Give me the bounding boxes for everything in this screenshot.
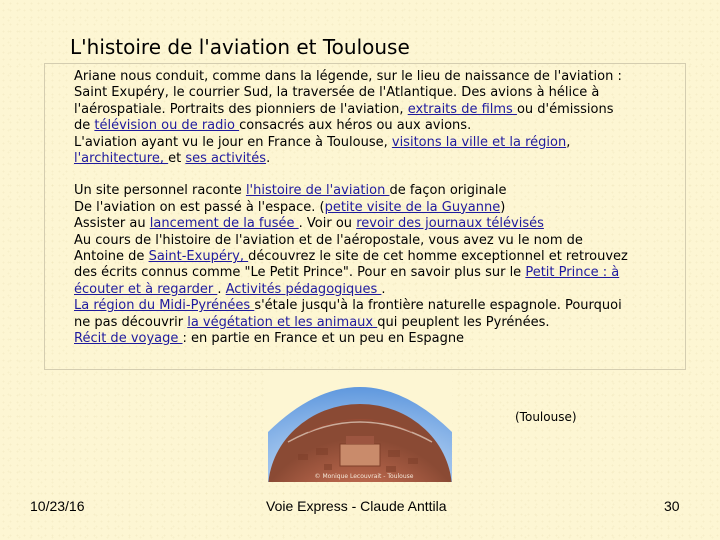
- text: De l'aviation on est passé à l'espace. (: [74, 199, 325, 215]
- line: [74, 233, 674, 249]
- link-activites-pedagogiques[interactable]: Activités pédagogiques: [225, 281, 382, 297]
- text: Assister au: [74, 216, 146, 232]
- link-histoire-aviation[interactable]: l'histoire de l'aviation: [245, 183, 390, 199]
- link-petit-prince[interactable]: Petit Prince : à: [525, 265, 620, 281]
- link-architecture[interactable]: l'architecture,: [74, 151, 169, 167]
- text: et: [168, 151, 182, 167]
- link-lancement-fusee[interactable]: lancement de la fusée: [149, 216, 299, 232]
- text: Un site personnel raconte: [74, 183, 242, 199]
- text: .: [217, 281, 222, 297]
- photo-caption: (Toulouse): [515, 410, 577, 424]
- text: qui peuplent les Pyrénées.: [377, 314, 550, 330]
- link-vegetation-animaux[interactable]: la végétation et les animaux: [187, 314, 378, 330]
- text: Antoine de: [74, 249, 145, 265]
- link-journaux-televises[interactable]: revoir des journaux télévisés: [356, 216, 544, 232]
- link-visitons-ville-region[interactable]: visitons la ville et la région: [391, 134, 567, 150]
- text: des écrits connus comme "Le Petit Prince". Pour en savoir plus sur le: [74, 265, 522, 281]
- link-midi-pyrenees[interactable]: La région du Midi-Pyrénées: [74, 298, 255, 314]
- main-content: [74, 69, 674, 348]
- page-title: L'histoire de l'aviation et Toulouse: [70, 35, 410, 59]
- text: . Voir ou: [298, 216, 353, 232]
- line: [74, 183, 674, 199]
- capitole-square: [340, 444, 380, 466]
- line: [74, 331, 674, 347]
- line: [74, 282, 674, 298]
- paragraph-gap: [74, 167, 674, 183]
- line: [74, 249, 674, 265]
- text: Saint Exupéry, le courrier Sud, la traversée de l'Atlantique. Des avions à hélice à: [74, 85, 600, 101]
- text: de façon originale: [389, 183, 507, 199]
- text: ): [500, 199, 506, 215]
- text: l'aérospatiale. Portraits des pionniers de l'aviation,: [74, 101, 404, 117]
- line: [74, 151, 674, 167]
- text: Ariane nous conduit, comme dans la légende, sur le lieu de naissance de l'aviation :: [74, 69, 622, 84]
- line: [74, 102, 674, 118]
- line: [74, 118, 674, 134]
- text: découvrez le site de cet homme exceptionnel et retrouvez: [248, 249, 628, 265]
- line: [74, 200, 674, 216]
- text: .: [266, 151, 271, 167]
- footer-title: Voie Express - Claude Anttila: [266, 498, 447, 514]
- text: ou d'émissions: [516, 101, 614, 117]
- text: : en partie en France et un peu en Espagne: [182, 331, 465, 347]
- line: [74, 135, 674, 151]
- link-visite-guyanne[interactable]: petite visite de la Guyanne: [324, 199, 501, 215]
- text: de: [74, 118, 95, 134]
- text: s'étale jusqu'à la frontière naturelle espagnole. Pourquoi: [254, 298, 622, 314]
- text: .: [381, 281, 386, 297]
- text: ,: [566, 134, 571, 150]
- line: [74, 298, 674, 314]
- link-recit-voyage[interactable]: Récit de voyage: [74, 331, 183, 347]
- text: consacrés aux héros ou aux avions.: [239, 118, 472, 134]
- text: Au cours de l'histoire de l'aviation et de l'aéropostale, vous avez vu le nom de: [74, 232, 583, 248]
- footer-page-number: 30: [664, 498, 680, 514]
- line: [74, 69, 674, 85]
- line: [74, 85, 674, 101]
- line: [74, 315, 674, 331]
- link-television-radio[interactable]: télévision ou de radio: [94, 118, 240, 134]
- footer-date: 10/23/16: [30, 498, 85, 514]
- line: [74, 216, 674, 232]
- photo-credit: © Monique Lecouvrait - Toulouse: [314, 473, 414, 480]
- link-activites[interactable]: ses activités: [185, 151, 267, 167]
- toulouse-fisheye-image: [268, 372, 452, 482]
- text: ne pas découvrir: [74, 314, 184, 330]
- text: L'aviation ayant vu le jour en France à Toulouse,: [74, 134, 388, 150]
- line: [74, 265, 674, 281]
- link-saint-exupery[interactable]: Saint-Exupéry,: [148, 249, 249, 265]
- link-extraits-de-films[interactable]: extraits de films: [407, 101, 517, 117]
- toulouse-photo: [268, 372, 452, 482]
- link-ecouter-regarder[interactable]: écouter et à regarder: [74, 281, 218, 297]
